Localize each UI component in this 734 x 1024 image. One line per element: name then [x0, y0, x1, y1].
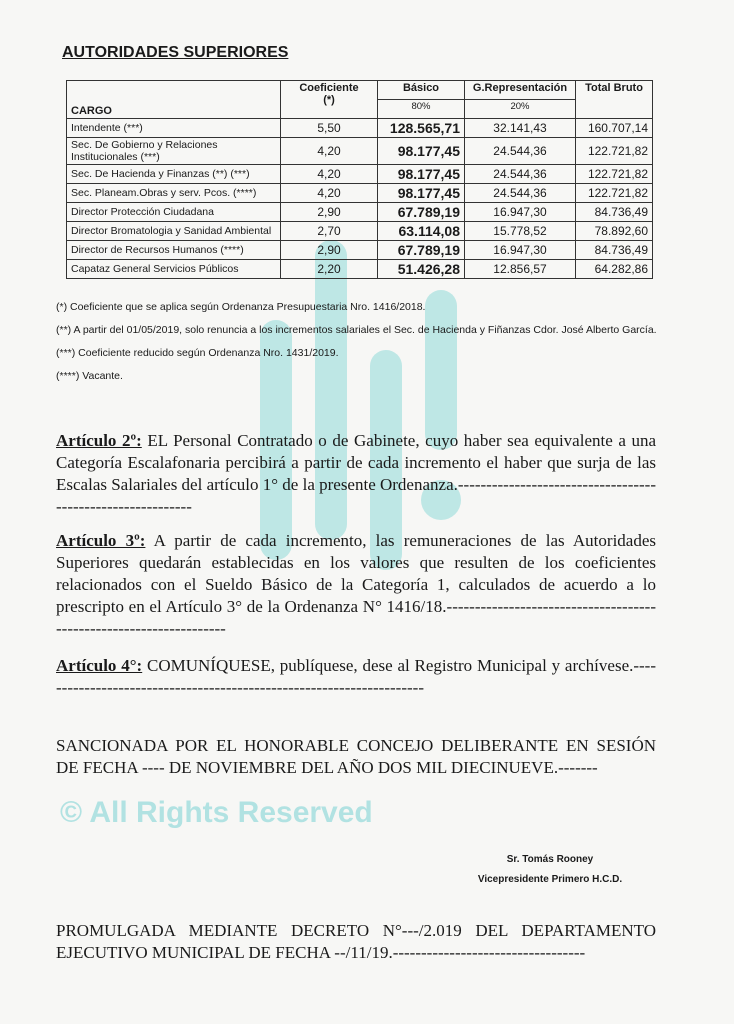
cell-grep: 32.141,43: [465, 119, 576, 138]
cell-coef: 4,20: [281, 165, 378, 184]
table-row: [67, 138, 653, 165]
cell-grep: 24.544,36: [465, 138, 576, 165]
table-header-row: [67, 81, 653, 100]
footnotes: [56, 300, 666, 392]
cell-basico: 63.114,08: [378, 222, 465, 241]
cell-basico: 67.789,19: [378, 241, 465, 260]
article-3: Artículo 3º: A partir de cada incremento, las remuneraciones de las Autoridades Superiores quedarán establecidas en los valores que resulten de los coeficientes relacionados con el Sueldo Básico de la Categoría 1, calculados de acuerdo a lo prescripto en el Artículo 3° de la Ordenanza N° 1416/18.-------------------------------------------------------------------: [56, 531, 657, 638]
footnote: (**) A partir del 01/05/2019, solo renuncia a los incrementos salariales el Sec. de Hacienda y Fiñanzas Cdor. José Alberto García.: [56, 324, 657, 336]
table-row: [67, 203, 653, 222]
cell-basico: 51.426,28: [378, 260, 465, 279]
header-coeficiente: Coeficiente (*): [281, 81, 378, 119]
cell-coef: 2,20: [281, 260, 378, 279]
cell-basico: 98.177,45: [378, 165, 465, 184]
cell-coef: 2,90: [281, 203, 378, 222]
header-total: Total Bruto: [576, 81, 653, 119]
cell-cargo: Sec. De Hacienda y Finanzas (**) (***): [67, 165, 281, 184]
article-4: Artículo 4°: COMUNÍQUESE, publíquese, dese al Registro Municipal y archívese.---------------------------------------------------------------------: [56, 656, 657, 697]
cell-total: 122.721,82: [576, 165, 653, 184]
footnote: (*) Coeficiente que se aplica según Ordenanza Presupuestaria Nro. 1416/2018.: [56, 301, 426, 313]
salary-table: [66, 80, 653, 279]
header-basico-pct: 80%: [378, 100, 465, 119]
header-basico: Básico: [378, 81, 465, 100]
table-row: [67, 222, 653, 241]
table-row: [67, 260, 653, 279]
cell-coef: 2,70: [281, 222, 378, 241]
cell-basico: 128.565,71: [378, 119, 465, 138]
cell-grep: 16.947,30: [465, 203, 576, 222]
header-grep-pct: 20%: [465, 100, 576, 119]
watermark-text: © All Rights Reserved: [60, 796, 373, 829]
cell-cargo: Intendente (***): [67, 119, 281, 138]
cell-grep: 12.856,57: [465, 260, 576, 279]
signature-role: Vicepresidente Primero H.C.D.: [477, 874, 623, 885]
cell-grep: 15.778,52: [465, 222, 576, 241]
cell-basico: 67.789,19: [378, 203, 465, 222]
footnote: (****) Vacante.: [56, 370, 123, 382]
cell-total: 78.892,60: [576, 222, 653, 241]
cell-coef: 5,50: [281, 119, 378, 138]
promulgada-text: PROMULGADA MEDIANTE DECRETO N°---/2.019 DEL DEPARTAMENTO EJECUTIVO MUNICIPAL DE FECHA --/11/19.----------------------------------: [56, 921, 656, 962]
cell-basico: 98.177,45: [378, 184, 465, 203]
cell-cargo: Sec. Planeam.Obras y serv. Pcos. (****): [67, 184, 281, 203]
cell-total: 160.707,14: [576, 119, 653, 138]
sancionada-text: SANCIONADA POR EL HONORABLE CONCEJO DELIBERANTE EN SESIÓN DE FECHA ---- DE NOVIEMBRE DEL AÑO DOS MIL DIECINUEVE.-------: [56, 736, 656, 777]
cell-cargo: Director Bromatologia y Sanidad Ambiental: [67, 222, 281, 241]
cell-grep: 24.544,36: [465, 184, 576, 203]
header-cargo: CARGO: [67, 81, 281, 119]
cell-total: 122.721,82: [576, 138, 653, 165]
header-grep: G.Representación: [465, 81, 576, 100]
section-title: AUTORIDADES SUPERIORES: [62, 44, 289, 61]
table-row: [67, 165, 653, 184]
signature-name: Sr. Tomás Rooney: [506, 854, 594, 865]
cell-cargo: Director de Recursos Humanos (****): [67, 241, 281, 260]
table-row: [67, 241, 653, 260]
table-row: [67, 119, 653, 138]
cell-basico: 98.177,45: [378, 138, 465, 165]
table-row: [67, 184, 653, 203]
footnote: (***) Coeficiente reducido según Ordenanza Nro. 1431/2019.: [56, 347, 339, 359]
cell-grep: 24.544,36: [465, 165, 576, 184]
cell-grep: 16.947,30: [465, 241, 576, 260]
cell-total: 122.721,82: [576, 184, 653, 203]
cell-total: 84.736,49: [576, 203, 653, 222]
cell-cargo: Capataz General Servicios Públicos: [67, 260, 281, 279]
cell-total: 84.736,49: [576, 241, 653, 260]
cell-coef: 4,20: [281, 184, 378, 203]
cell-coef: 2,90: [281, 241, 378, 260]
article-2: Artículo 2º: EL Personal Contratado o de Gabinete, cuyo haber sea equivalente a una Categoría Escalafonaria percibirá a partir de cada incremento el haber que surja de las Escalas Salariales del artículo 1° de la presente Ordenanza.-----------------------------------------------------------: [56, 431, 657, 516]
cell-total: 64.282,86: [576, 260, 653, 279]
cell-coef: 4,20: [281, 138, 378, 165]
cell-cargo: Sec. De Gobierno y Relaciones Institucionales (***): [67, 138, 281, 165]
signature-block: [450, 850, 650, 890]
cell-cargo: Director Protección Ciudadana: [67, 203, 281, 222]
